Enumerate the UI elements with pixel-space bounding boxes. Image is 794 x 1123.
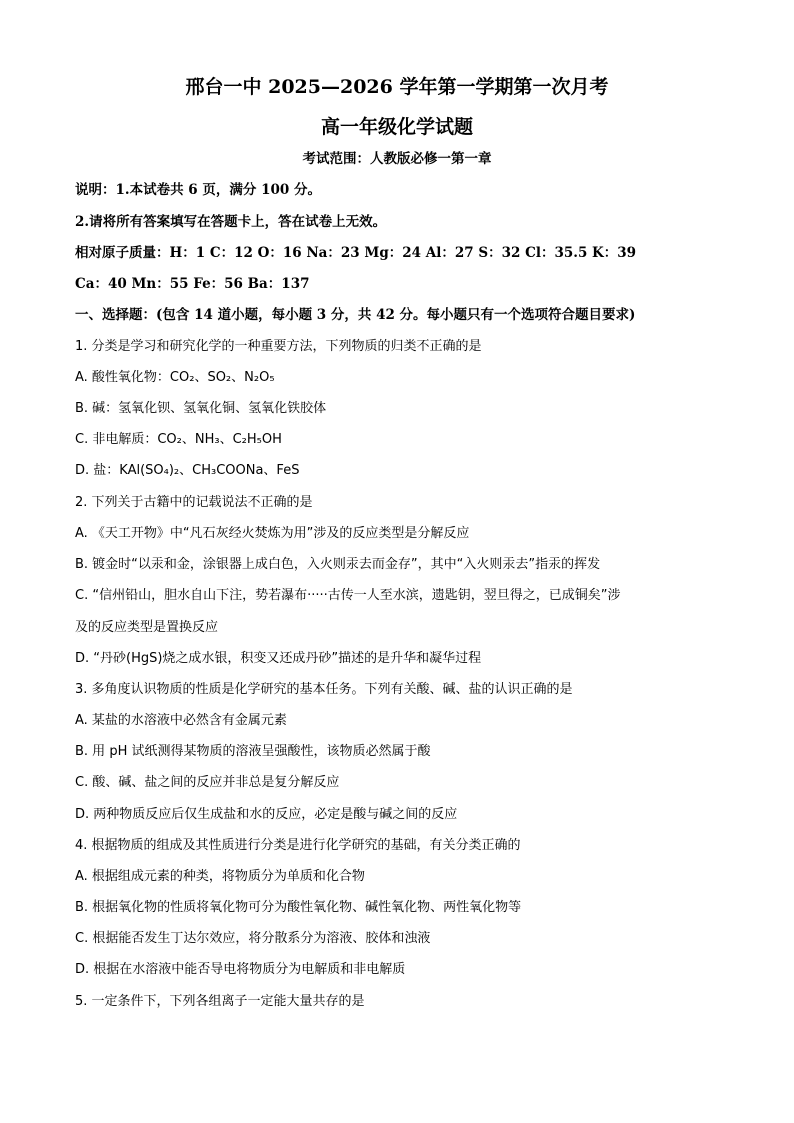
section-heading: 一、选择题：(包含 14 道小题，每小题 3 分，共 42 分。每小题只有一个选项符合题目要求) [75,307,636,323]
question-4-option-b: B. 根据氧化物的性质将氧化物可分为酸性氧化物、碱性氧化物、两性氧化物等 [75,900,522,915]
question-4-stem: 4. 根据物质的组成及其性质进行分类是进行化学研究的基础，有关分类正确的 [75,838,521,853]
atomic-masses-line-2: Ca：40 Mn：55 Fe：56 Ba：137 [75,276,310,292]
atomic-masses-line-1: 相对原子质量：H：1 C：12 O：16 Na：23 Mg：24 Al：27 S：32 Cl：35.5 K：39 [75,245,637,261]
question-2-option-d: D. “丹砂(HgS)烧之成水银，积变又还成丹砂”描述的是升华和凝华过程 [75,651,482,666]
question-4-option-a: A. 根据组成元素的种类，将物质分为单质和化合物 [75,869,365,884]
question-3-option-d: D. 两种物质反应后仅生成盐和水的反应，必定是酸与碱之间的反应 [75,807,458,822]
question-5-stem: 5. 一定条件下，下列各组离子一定能大量共存的是 [75,994,365,1009]
question-1-option-a: A. 酸性氧化物：CO₂、SO₂、N₂O₅ [75,370,275,385]
question-1-stem: 1. 分类是学习和研究化学的一种重要方法，下列物质的归类不正确的是 [75,339,482,354]
question-1-option-c: C. 非电解质：CO₂、NH₃、C₂H₅OH [75,432,282,447]
instruction-line-1: 说明：1.本试卷共 6 页，满分 100 分。 [75,182,321,198]
question-4-option-c: C. 根据能否发生丁达尔效应，将分散系分为溶液、胶体和浊液 [75,931,431,946]
question-3-stem: 3. 多角度认识物质的性质是化学研究的基本任务。下列有关酸、碱、盐的认识正确的是 [75,682,573,697]
exam-subtitle: 高一年级化学试题 [320,116,473,138]
question-1-option-d: D. 盐：KAl(SO₄)₂、CH₃COONa、FeS [75,463,300,478]
question-2-option-c-line-2: 及的反应类型是置换反应 [75,620,219,635]
question-3-option-a: A. 某盐的水溶液中必然含有金属元素 [75,713,287,728]
question-4-option-d: D. 根据在水溶液中能否导电将物质分为电解质和非电解质 [75,962,406,977]
question-3-option-c: C. 酸、碱、盐之间的反应并非总是复分解反应 [75,775,340,790]
question-2-option-c-line-1: C. “信州铅山，胆水自山下注，势若瀑布·····古传一人至水滨，遗匙钥，翌旦得之，已成铜矣”涉 [75,588,621,603]
question-2-stem: 2. 下列关于古籍中的记载说法不正确的是 [75,495,313,510]
question-2-option-b: B. 镀金时“以汞和金，涂银器上成白色，入火则汞去而金存”，其中“入火则汞去”指汞的挥发 [75,557,601,572]
exam-title: 邢台一中 2025—2026 学年第一学期第一次月考 [185,76,609,98]
exam-scope: 考试范围：人教版必修一第一章 [302,151,492,167]
question-2-option-a: A. 《天工开物》中“凡石灰经火焚炼为用”涉及的反应类型是分解反应 [75,526,470,541]
instruction-line-2: 2.请将所有答案填写在答题卡上，答在试卷上无效。 [75,214,387,230]
question-1-option-b: B. 碱：氢氧化钡、氢氧化铜、氢氧化铁胶体 [75,401,327,416]
question-3-option-b: B. 用 pH 试纸测得某物质的溶液呈强酸性，该物质必然属于酸 [75,744,431,759]
